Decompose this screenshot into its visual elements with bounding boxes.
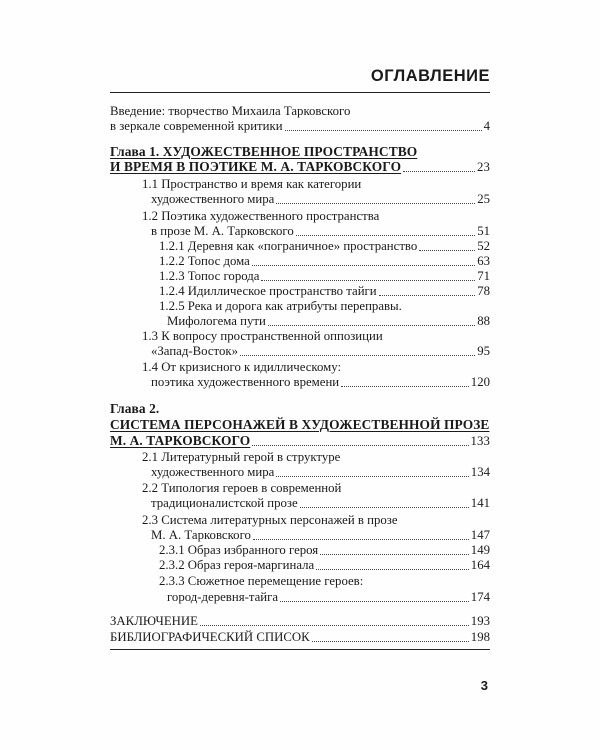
chapter-heading: М. А. ТАРКОВСКОГО 133: [110, 433, 490, 448]
toc-entry: 1.2.1 Деревня как «пограничное» пространство 52: [159, 239, 490, 253]
bottom-rule: [110, 649, 490, 650]
page-title: ОГЛАВЛЕНИЕ: [370, 67, 490, 85]
toc-entry: город-деревня-тайга 174: [167, 590, 490, 604]
toc-entry: 2.2 Типология героев в современной: [142, 481, 342, 495]
top-rule: [110, 92, 490, 93]
toc-entry: 2.3 Система литературных персонажей в прозе: [142, 513, 398, 527]
toc-entry: в прозе М. А. Тарковского 51: [151, 224, 490, 238]
chapter-heading: СИСТЕМА ПЕРСОНАЖЕЙ В ХУДОЖЕСТВЕННОЙ ПРОЗЕ: [110, 417, 490, 432]
toc-entry: М. А. Тарковского 147: [151, 528, 490, 542]
toc-entry: Введение: творчество Михаила Тарковского: [110, 104, 351, 118]
toc-entry: БИБЛИОГРАФИЧЕСКИЙ СПИСОК 198: [110, 630, 490, 644]
chapter-heading: Глава 1. ХУДОЖЕСТВЕННОЕ ПРОСТРАНСТВО: [110, 144, 418, 159]
toc-entry: 1.4 От кризисного к идиллическому:: [142, 360, 342, 374]
toc-entry: 1.2 Поэтика художественного пространства: [142, 209, 380, 223]
toc-entry: «Запад-Восток» 95: [151, 344, 490, 358]
toc-entry: Мифологема пути 88: [167, 314, 490, 328]
toc-entry: 1.2.4 Идиллическое пространство тайги 78: [159, 284, 490, 298]
chapter-heading: Глава 2.: [110, 401, 160, 416]
toc-entry: 1.1 Пространство и время как категории: [142, 177, 362, 191]
toc-entry: 2.1 Литературный герой в структуре: [142, 450, 341, 464]
toc-entry: поэтика художественного времени 120: [151, 375, 490, 389]
toc-entry: 1.3 К вопросу пространственной оппозиции: [142, 329, 383, 343]
toc-entry: 2.3.1 Образ избранного героя 149: [159, 543, 490, 557]
toc-entry: традиционалистской прозе 141: [151, 496, 490, 510]
toc-entry: 1.2.2 Топос дома 63: [159, 254, 490, 268]
toc-entry: ЗАКЛЮЧЕНИЕ 193: [110, 614, 490, 628]
page-number: 3: [480, 678, 488, 693]
chapter-heading: И ВРЕМЯ В ПОЭТИКЕ М. А. ТАРКОВСКОГО 23: [110, 159, 490, 174]
toc-entry: 2.3.2 Образ героя-маргинала 164: [159, 558, 490, 572]
toc-entry: 1.2.5 Река и дорога как атрибуты переправы.: [159, 299, 402, 313]
toc-entry: художественного мира 134: [151, 465, 490, 479]
toc-entry: художественного мира 25: [151, 192, 490, 206]
toc-entry: в зеркале современной критики 4: [110, 119, 490, 133]
toc-entry: 1.2.3 Топос города 71: [159, 269, 490, 283]
toc-entry: 2.3.3 Сюжетное перемещение героев:: [159, 574, 364, 588]
